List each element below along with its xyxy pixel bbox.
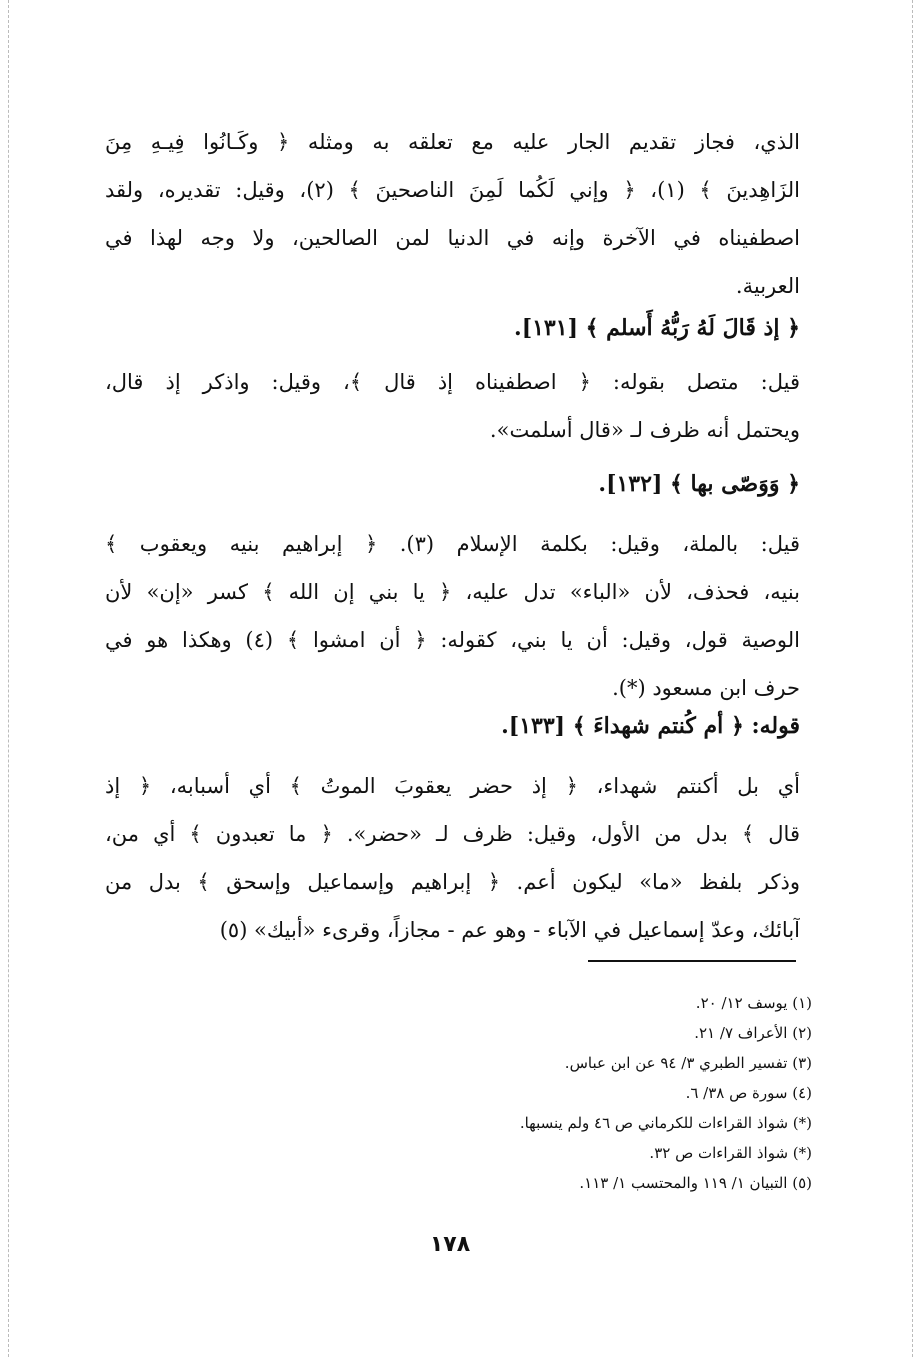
verse-heading: ﴿ وَوَصّى بها ﴾ [١٣٢]. (598, 471, 800, 497)
text-line: قيل: متصل بقوله: ﴿ اصطفيناه إذ قال ﴾، وقيل: واذكر إذ قال، (105, 370, 800, 394)
page-number: ١٧٨ (429, 1232, 471, 1257)
text-line: قيل: بالملة، وقيل: بكلمة الإسلام (٣). ﴿ إبراهيم بنيه ويعقوب ﴾ (105, 532, 800, 556)
text-line: أي بل أكنتم شهداء، ﴿ إذ حضر يعقوبَ الموتُ ﴾ أي أسبابه، ﴿ إذ (105, 774, 800, 798)
text-line: قال ﴾ بدل من الأول، وقيل: ظرف لـ «حضر». ﴿ ما تعبدون ﴾ أي من، (105, 822, 800, 846)
footnote: (١) يوسف ١٢/ ٢٠. (695, 994, 812, 1012)
verse-heading: قوله: ﴿ أم كُنتم شهداءَ ﴾ [١٣٣]. (501, 713, 800, 739)
footnotes (380, 988, 812, 1198)
text-line: الذي، فجاز تقديم الجار عليه مع تعلقه به ومثله ﴿ وكَـانُوا فِيـهِ مِنَ (105, 130, 800, 154)
verse-heading-131 (105, 304, 800, 352)
text-line: بنيه، فحذف، لأن «الباء» تدل عليه، ﴿ يا بني إن الله ﴾ كسر «إن» لأن (105, 580, 800, 604)
paragraph-4 (105, 762, 800, 954)
verse-heading-133 (105, 702, 800, 750)
text-line: وذكر بلفظ «ما» ليكون أعم. ﴿ إبراهيم وإسماعيل وإسحق ﴾ بدل من (105, 870, 800, 894)
text-line: اصطفيناه في الآخرة وإنه في الدنيا لمن الصالحين، ولا وجه لهذا في (105, 226, 800, 250)
text-line: العربية. (735, 274, 800, 298)
verse-heading: ﴿ إذ قَالَ لَهُ رَبُّهُ أَسلم ﴾ [١٣١]. (514, 315, 800, 341)
footnote: (٣) تفسير الطبري ٣/ ٩٤ عن ابن عباس. (564, 1054, 812, 1072)
verse-heading-132 (105, 460, 800, 508)
footnote: (٥) التبيان ١/ ١١٩ والمحتسب ١/ ١١٣. (579, 1174, 812, 1192)
footnote: (٢) الأعراف ٧/ ٢١. (694, 1024, 812, 1042)
text-line: ويحتمل أنه ظرف لـ «قال أسلمت». (489, 418, 800, 442)
scan-edge-right (912, 0, 913, 1357)
footnote: (٤) سورة ص ٣٨/ ٦. (685, 1084, 812, 1102)
footnote-divider (588, 960, 796, 962)
text-line: آبائك، وعدّ إسماعيل في الآباء - وهو عم - مجازاً، وقرىء «أبيك» (٥) (219, 918, 800, 942)
scan-edge-left (8, 0, 9, 1357)
footnote: (*) شواذ القراءات ص ٣٢. (649, 1144, 812, 1162)
paragraph-2 (105, 358, 800, 454)
footnote: (*) شواذ القراءات للكرماني ص ٤٦ ولم ينسبها. (519, 1114, 812, 1132)
text-line: حرف ابن مسعود (*). (612, 676, 800, 700)
paragraph-3 (105, 520, 800, 712)
paragraph-1 (105, 118, 800, 310)
text-line: الزَاهِدينَ ﴾ (١)، ﴿ وإني لَكُما لَمِنَ الناصحينَ ﴾ (٢)، وقيل: تقديره، ولقد (105, 178, 800, 202)
text-line: الوصية قول، وقيل: أن يا بني، كقوله: ﴿ أن امشوا ﴾ (٤) وهكذا هو في (105, 628, 800, 652)
